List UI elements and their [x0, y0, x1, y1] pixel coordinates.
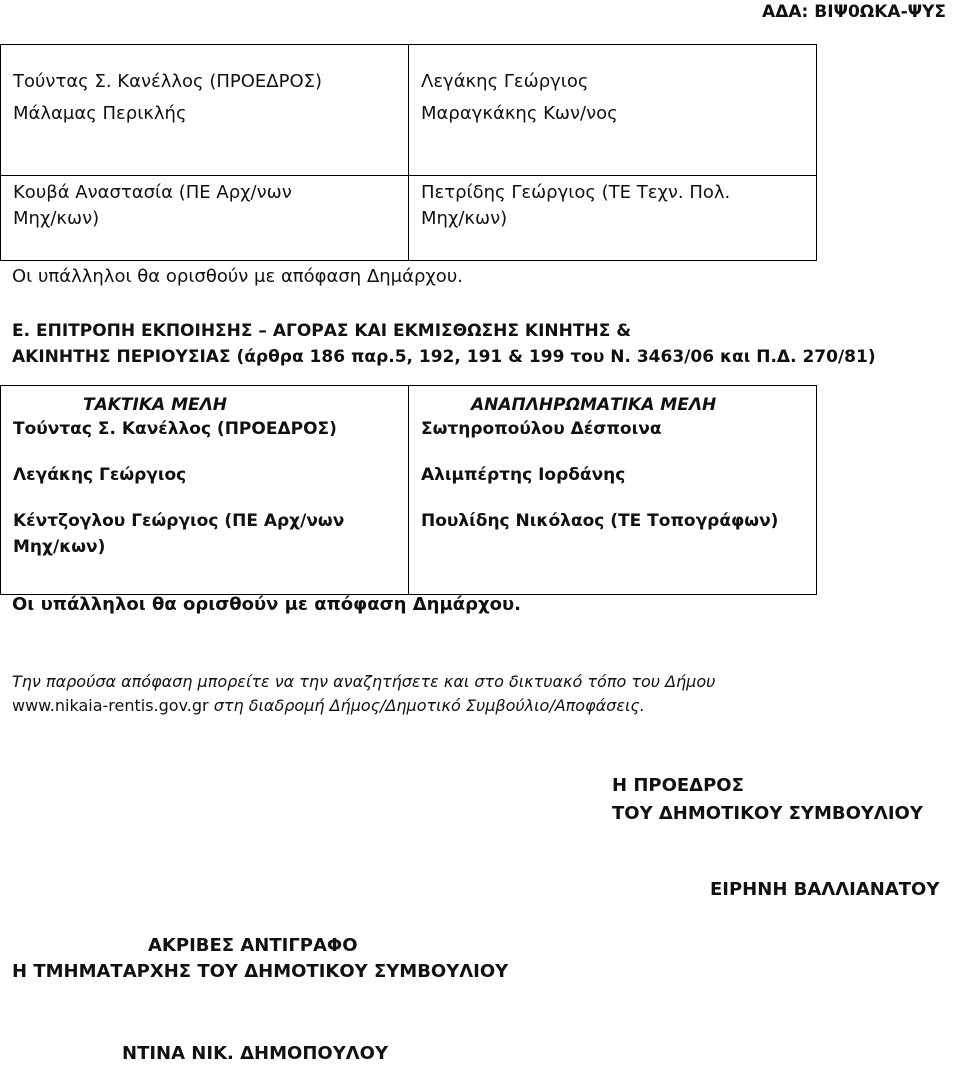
members-right-bottom [409, 176, 817, 261]
website-link[interactable]: www.nikaia-rentis.gov.gr [12, 696, 209, 715]
member-name: Λεγάκης Γεώργιος [13, 465, 187, 485]
search-path: στη διαδρομή Δήμος/Δημοτικό Συμβούλιο/Αποφάσεις. [208, 696, 645, 715]
member-name: Μάλαμας Περικλής [13, 103, 187, 124]
employees-note-2: Οι υπάλληλοι θα ορισθούν με απόφαση Δημάρχου. [12, 594, 521, 615]
search-note-line1: Την παρούσα απόφαση μπορείτε να την αναζητήσετε και στο δικτυακό τόπο του Δήμου [12, 672, 716, 691]
regular-members-cell [1, 386, 409, 595]
substitute-members-cell [409, 386, 817, 595]
member-name: Αλιμπέρτης Ιορδάνης [421, 465, 626, 485]
committee-table-previous [0, 44, 817, 261]
member-name: Μαραγκάκης Κων/νος [421, 103, 618, 124]
member-name: Μηχ/κων) [421, 208, 508, 229]
employees-note: Οι υπάλληλοι θα ορισθούν με απόφαση Δημάρχου. [12, 266, 463, 287]
search-note-line2 [12, 694, 645, 718]
members-left-top [1, 45, 409, 176]
section-e-subtitle: ΑΚΙΝΗΤΗΣ ΠΕΡΙΟΥΣΙΑΣ (άρθρα 186 παρ.5, 192, 191 & 199 του Ν. 3463/06 και Π.Δ. 270/81) [12, 347, 876, 367]
president-title: Η ΠΡΟΕΔΡΟΣ [612, 775, 744, 796]
president-council: ΤΟΥ ΔΗΜΟΤΙΚΟΥ ΣΥΜΒΟΥΛΙΟΥ [612, 803, 923, 824]
ada-code: ΑΔΑ: ΒΙΨ0ΩΚΑ-ΨΥΣ [762, 2, 946, 22]
copy-title: ΑΚΡΙΒΕΣ ΑΝΤΙΓΡΑΦΟ [148, 935, 358, 956]
regular-members-header: ΤΑΚΤΙΚΑ ΜΕΛΗ [83, 395, 228, 415]
members-right-top [409, 45, 817, 176]
member-name: Τούντας Σ. Κανέλλος (ΠΡΟΕΔΡΟΣ) [13, 419, 337, 439]
member-name: Λεγάκης Γεώργιος [421, 71, 589, 92]
member-name: Μηχ/κων) [13, 208, 100, 229]
president-name: ΕΙΡΗΝΗ ΒΑΛΛΙΑΝΑΤΟΥ [710, 879, 940, 900]
copy-signatory-name: ΝΤΙΝΑ ΝΙΚ. ΔΗΜΟΠΟΥΛΟΥ [122, 1043, 388, 1064]
member-name: Σωτηροπούλου Δέσποινα [421, 419, 662, 439]
substitute-members-header: ΑΝΑΠΛΗΡΩΜΑΤΙΚΑ ΜΕΛΗ [471, 395, 717, 415]
committee-table-e [0, 385, 817, 595]
member-name: Κέντζογλου Γεώργιος (ΠΕ Αρχ/νων [13, 511, 345, 531]
member-name: Τούντας Σ. Κανέλλος (ΠΡΟΕΔΡΟΣ) [13, 71, 323, 92]
member-name: Κουβά Αναστασία (ΠΕ Αρχ/νων [13, 182, 292, 203]
members-left-bottom [1, 176, 409, 261]
member-name: Πουλίδης Νικόλαος (ΤΕ Τοπογράφων) [421, 511, 779, 531]
member-name: Μηχ/κων) [13, 537, 106, 557]
member-name: Πετρίδης Γεώργιος (ΤΕ Τεχν. Πολ. [421, 182, 731, 203]
section-e-title: Ε. ΕΠΙΤΡΟΠΗ ΕΚΠΟΙΗΣΗΣ – ΑΓΟΡΑΣ ΚΑΙ ΕΚΜΙΣΘΩΣΗΣ ΚΙΝΗΤΗΣ & [12, 321, 632, 341]
copy-signatory-role: Η ΤΜΗΜΑΤΑΡΧΗΣ ΤΟΥ ΔΗΜΟΤΙΚΟΥ ΣΥΜΒΟΥΛΙΟΥ [12, 961, 509, 982]
